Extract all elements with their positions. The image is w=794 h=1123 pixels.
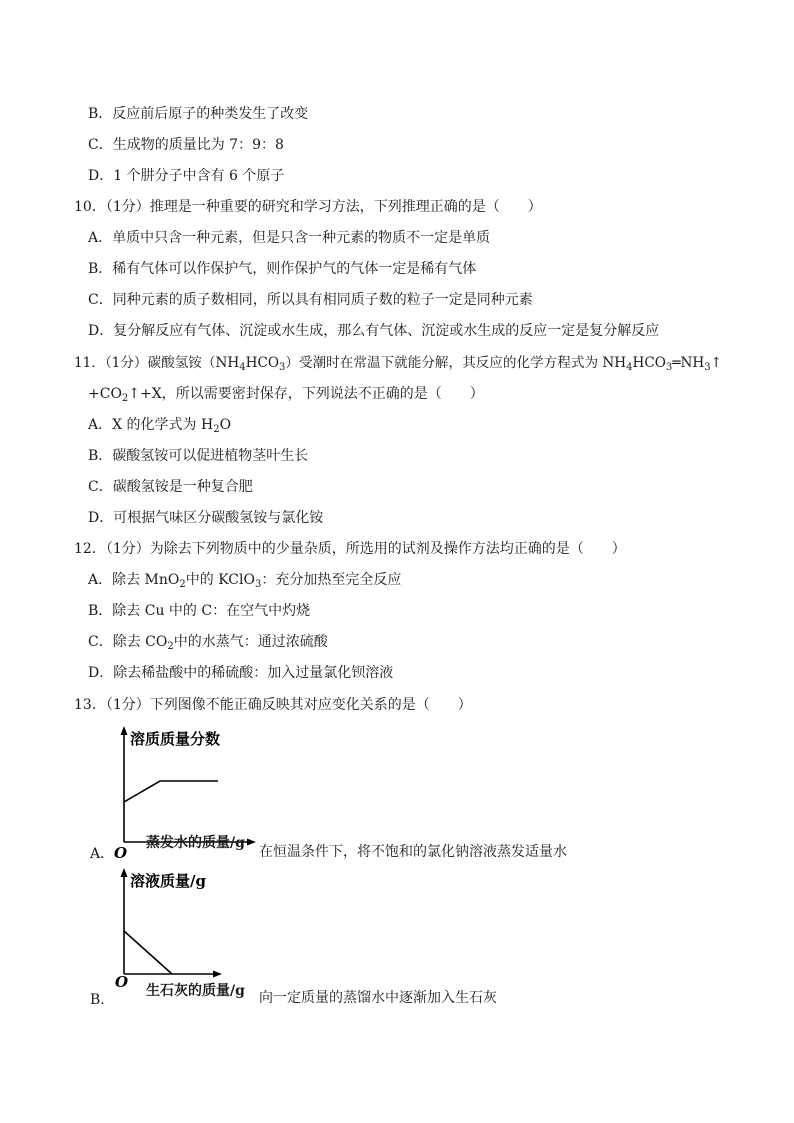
q11-option-a: A．X 的化学式为 $H_2O$: [88, 417, 232, 435]
q12-option-c: C．除去 $CO_2$中的水蒸气：通过浓硫酸: [88, 634, 328, 652]
q12-option-b: B．除去 Cu 中的 C：在空气中灼烧: [88, 603, 311, 619]
q11-stem-line1: 11．（1分）碳酸氢铵$(NH_4HCO_3)$受潮时在常温下就能分解，其反应的化学方程式为 $NH_4HCO_3═NH_3↑$: [74, 355, 722, 373]
q9-option-b: B．反应前后原子的种类发生了改变: [88, 106, 309, 122]
graph-a-y-arrow: [121, 726, 128, 735]
q12-option-a: A．除去 MnO$_2$中的 KClO$_3$：充分加热至完全反应: [88, 572, 402, 590]
graph-a-xlabel: 蒸发水的质量/g: [146, 835, 245, 851]
q10-option-c: C．同种元素的质子数相同，所以具有相同质子数的粒子一定是同种元素: [88, 292, 533, 308]
graph-a-ylabel: 溶质质量分数: [130, 730, 221, 748]
q10-stem: 10．（1分）推理是一种重要的研究和学习方法，下列推理正确的是（ ）: [74, 199, 542, 215]
q12-stem: 12．（1分）为除去下列物质中的少量杂质，所选用的试剂及操作方法均正确的是（ ）: [74, 541, 626, 557]
q9-option-d: D．1 个肼分子中含有 6 个原子: [88, 168, 285, 184]
q10-option-b: B．稀有气体可以作保护气，则作保护气的气体一定是稀有气体: [88, 261, 477, 277]
graph-b-y-arrow: [121, 868, 128, 877]
q10-option-a: A．单质中只含一种元素，但是只含一种元素的物质不一定是单质: [88, 230, 491, 246]
graph-b: [110, 866, 260, 988]
q9-option-c: C．生成物的质量比为 7：9：8: [88, 137, 284, 153]
graph-b-ylabel: 溶液质量/g: [130, 872, 206, 890]
q12-option-d: D．除去稀盐酸中的稀硫酸：加入过量氯化钡溶液: [88, 665, 394, 681]
graph-b-xlabel: 生石灰的质量/g: [146, 983, 245, 999]
graph-b-letter: B．: [90, 992, 115, 1008]
graph-b-svg: [110, 866, 260, 988]
graph-b-origin: O: [115, 973, 129, 988]
q11-option-b: B．碳酸氢铵可以促进植物茎叶生长: [88, 448, 309, 464]
graph-a-origin: O: [114, 844, 128, 859]
q11-option-c: C．碳酸氢铵是一种复合肥: [88, 479, 253, 495]
q11-stem-line2: $+CO_2↑+X$，所以需要密封保存，下列说法不正确的是（ ）: [88, 386, 484, 404]
q11-option-d: D．可根据气味区分碳酸氢铵与氯化铵: [88, 510, 324, 526]
graph-a-caption: 在恒温条件下，将不饱和的氯化钠溶液蒸发适量水: [259, 844, 567, 860]
graph-b-curve: [124, 931, 172, 974]
q13-stem: 13．（1分）下列图像不能正确反映其对应变化关系的是（ ）: [74, 697, 472, 713]
graph-b-x-arrow: [213, 971, 222, 978]
graph-a-curve: [124, 781, 218, 802]
graph-b-caption: 向一定质量的蒸馏水中逐渐加入生石灰: [259, 990, 497, 1006]
graph-a-x-arrow: [247, 839, 256, 846]
q10-option-d: D．复分解反应有气体、沉淀或水生成，那么有气体、沉淀或水生成的反应一定是复分解反应: [88, 323, 660, 339]
graph-a-letter: A．: [90, 846, 115, 862]
